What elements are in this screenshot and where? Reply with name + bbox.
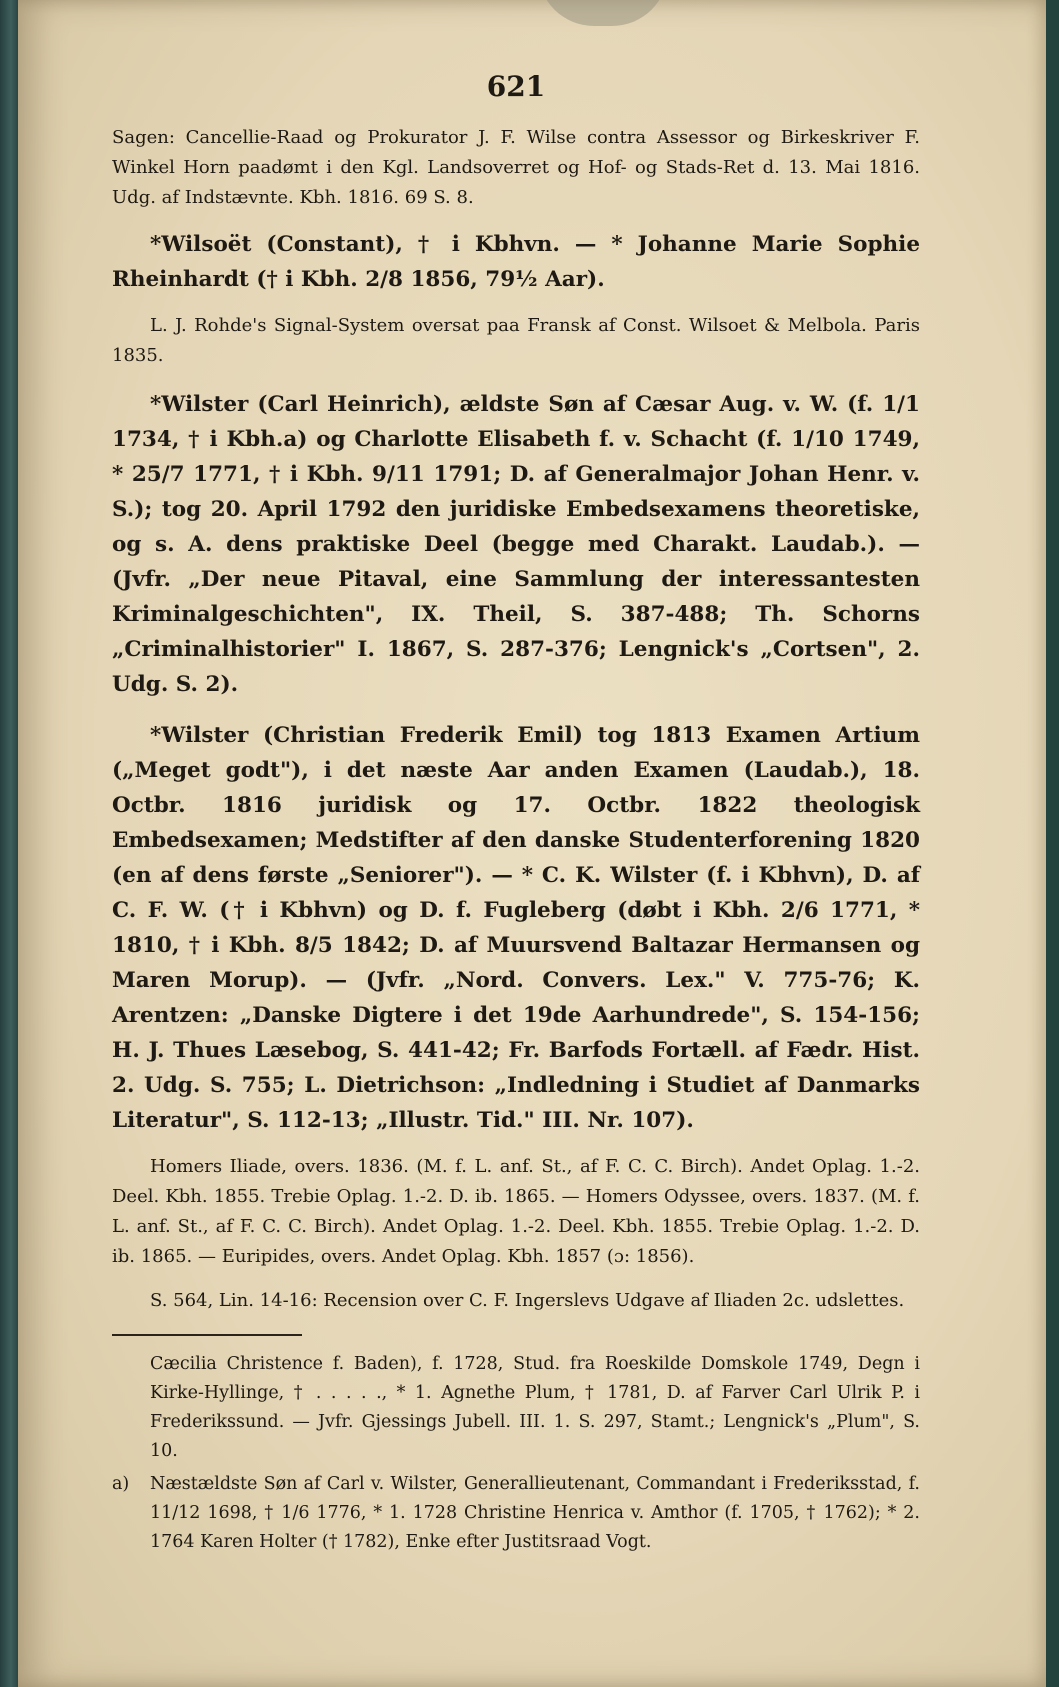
book-binding — [0, 0, 18, 1687]
footnote-text: Næstældste Søn af Carl v. Wilster, Generallieutenant, Commandant i Frederiksstad, f. 11/12 1698, † 1/6 1776, * 1. 1728 Christine Henrica v. Amthor (f. 1705, † 1762); * 2. 1764 Karen Holter († 1782), Enke efter Justitsraad Vogt. — [150, 1474, 920, 1552]
footnote-continued — [112, 1350, 920, 1466]
footnote-marker: a) — [112, 1474, 130, 1494]
entry-wilsoet-heading: *Wilsoët (Constant), † i Kbhvn. — * Johanne Marie Sophie Rheinhardt († i Kbh. 2/8 1856, 79½ Aar). — [112, 232, 920, 292]
entry-wilsoet-work: L. J. Rohde's Signal-System oversat paa Fransk af Const. Wilsoet & Melbola. Paris 1835. — [112, 315, 920, 366]
entry-wilster-works: Homers Iliade, overs. 1836. (M. f. L. anf. St., af F. C. C. Birch). Andet Oplag. 1.-2. Deel. Kbh. 1855. Trebie Oplag. 1.-2. D. ib. 1865. — Homers Odyssee, overs. 1837. (M. f. L. anf. St., af F. C. C. Birch). Andet Oplag. 1.-2. Deel. Kbh. 1855. Trebie Oplag. 1.-2. D. ib. 1865. — Euripides, overs. Andet Oplag. Kbh. 1857 (ɔ: 1856). — [112, 1156, 920, 1267]
footnote-a — [112, 1470, 920, 1557]
book-cover-edge — [1046, 0, 1059, 1687]
footnote-text: Cæcilia Christence f. Baden), f. 1728, Stud. fra Roeskilde Domskole 1749, Degn i Kirke-Hyllinge, † . . . . ., * 1. Agnethe Plum, † 1781, D. af Farver Carl Ulrik P. i Frederikssund. — Jvfr. Gjessings Jubell. III. 1. S. 297, Stamt.; Lengnick's „Plum", S. 10. — [150, 1354, 920, 1461]
page-content — [112, 70, 920, 1557]
entry-erratum: S. 564, Lin. 14-16: Recension over C. F. Ingerslevs Udgave af Iliaden 2c. udslettes. — [150, 1290, 905, 1311]
entry-wilster-carl-heinrich: *Wilster (Carl Heinrich), ældste Søn af Cæsar Aug. v. W. (f. 1/1 1734, † i Kbh.a) og Charlotte Elisabeth f. v. Schacht (f. 1/10 1749, * 25/7 1771, † i Kbh. 9/11 1791; D. af Generalmajor Johan Henr. v. S.); tog 20. April 1792 den juridiske Embedsexamens theoretiske, og s. A. dens praktiske Deel (begge med Charakt. Laudab.). — (Jvfr. „Der neue Pitaval, eine Sammlung der interessantesten Kriminalgeschichten", IX. Theil, S. 387-488; Th. Schorns „Criminalhistorier" I. 1867, S. 287-376; Lengnick's „Cortsen", 2. Udg. S. 2). — [112, 392, 920, 697]
page-number: 621 — [486, 70, 546, 103]
page-tab-notch — [538, 0, 668, 26]
entry-wilster-christian-frederik-emil: *Wilster (Christian Frederik Emil) tog 1813 Examen Artium („Meget godt"), i det næste Aar anden Examen (Laudab.), 18. Octbr. 1816 juridisk og 17. Octbr. 1822 theologisk Embedsexamen; Medstifter af den danske Studenterforening 1820 (en af dens første „Seniorer"). — * C. K. Wilster (f. i Kbhvn), D. af C. F. W. († i Kbhvn) og D. f. Fugleberg (døbt i Kbh. 2/6 1771, * 1810, † i Kbh. 8/5 1842; D. af Muursvend Baltazar Hermansen og Maren Morup). — (Jvfr. „Nord. Convers. Lex." V. 775-76; K. Arentzen: „Danske Digtere i det 19de Aarhundrede", S. 154-156; H. J. Thues Læsebog, S. 441-42; Fr. Barfods Fortæll. af Fædr. Hist. 2. Udg. S. 755; L. Dietrichson: „Indledning i Studiet af Danmarks Literatur", S. 112-13; „Illustr. Tid." III. Nr. 107). — [112, 723, 920, 1133]
footnote-divider — [112, 1334, 302, 1336]
entry-sagen-paragraph: Sagen: Cancellie-Raad og Prokurator J. F. Wilse contra Assessor og Birkeskriver F. Winkel Horn paadømt i den Kgl. Landsoverret og Hof- og Stads-Ret d. 13. Mai 1816. Udg. af Indstævnte. Kbh. 1816. 69 S. 8. — [112, 127, 920, 208]
